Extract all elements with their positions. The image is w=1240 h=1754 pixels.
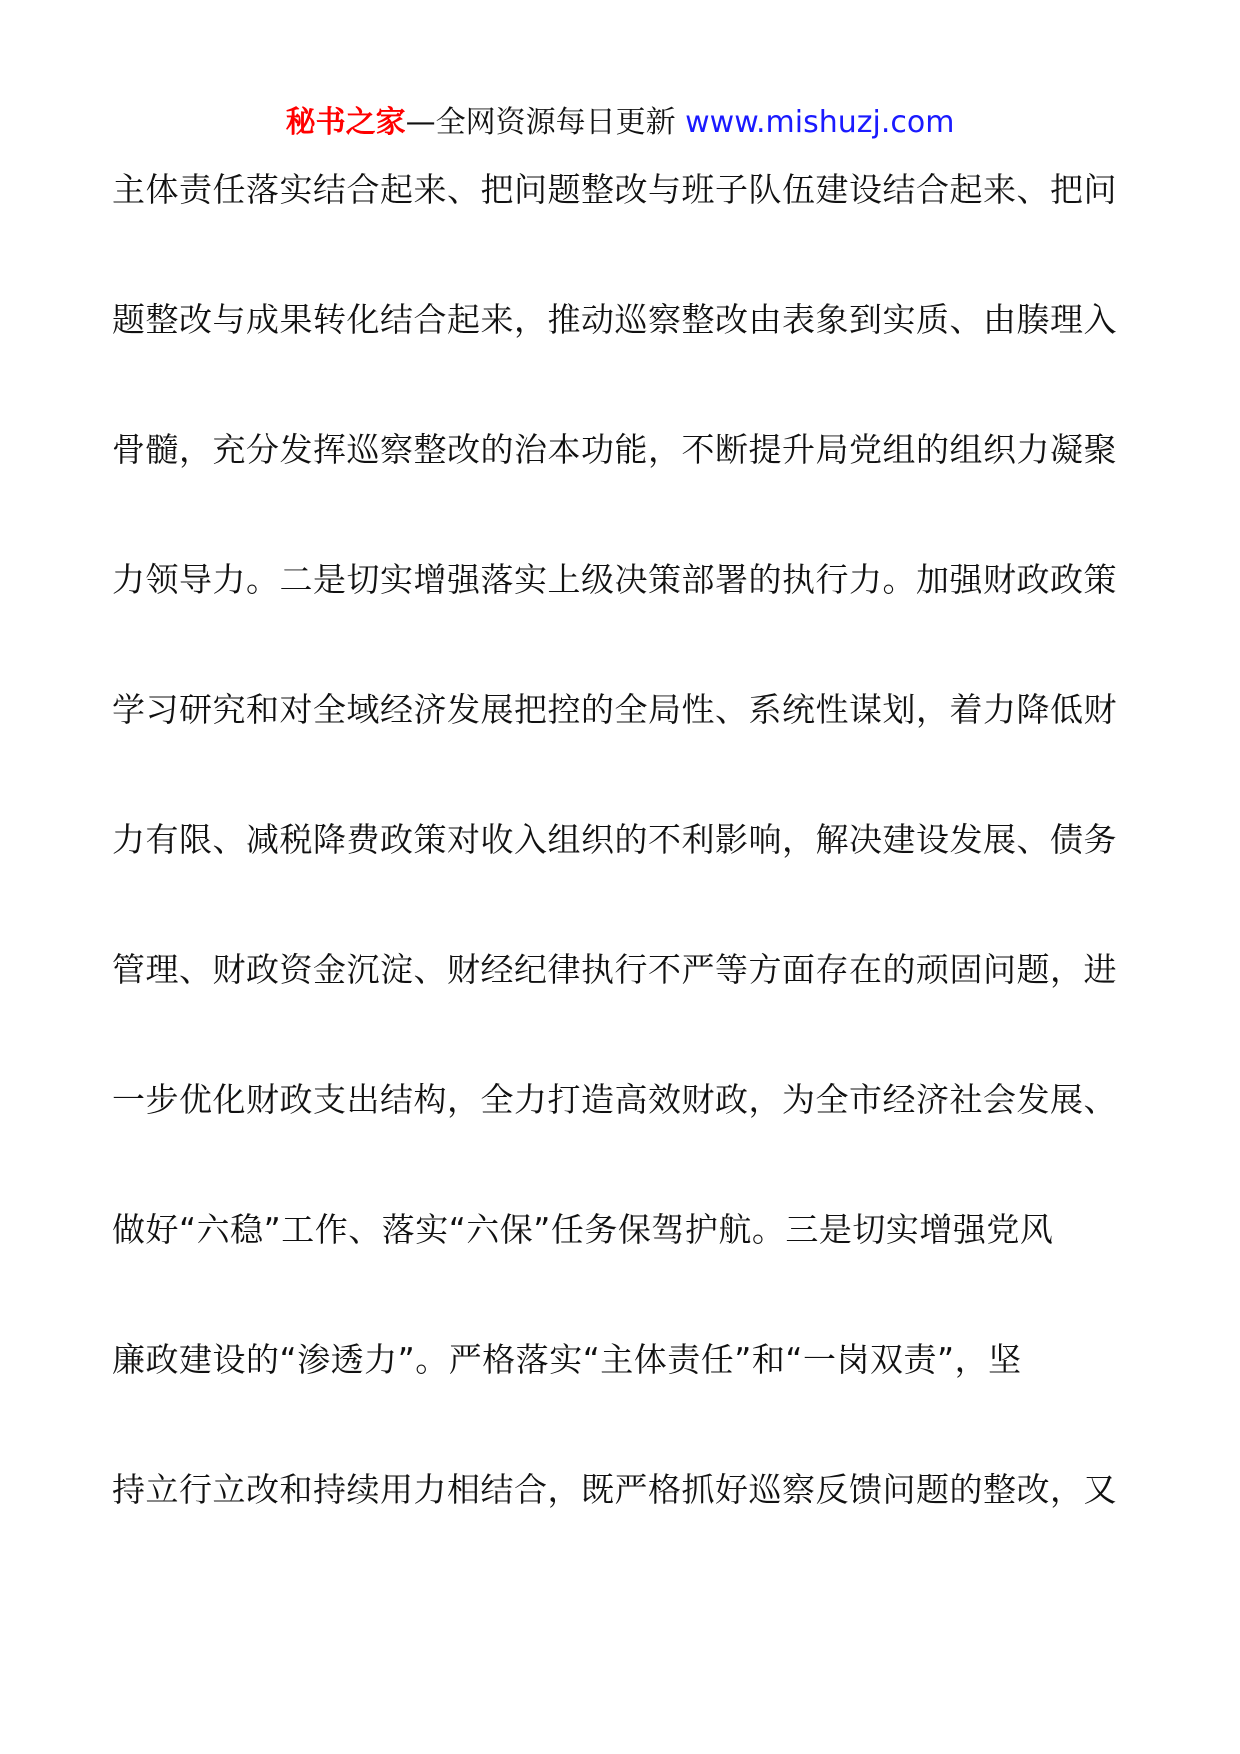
body-line: 管理、财政资金沉淀、财经纪律执行不严等方面存在的顽固问题，进 xyxy=(112,950,1117,989)
body-line: 学习研究和对全域经济发展把控的全局性、系统性谋划，着力降低财 xyxy=(112,690,1117,729)
body-line: 主体责任落实结合起来、把问题整改与班子队伍建设结合起来、把问 xyxy=(112,170,1117,209)
body-line: 力领导力。二是切实增强落实上级决策部署的执行力。加强财政政策 xyxy=(112,560,1117,599)
site-url[interactable]: www.mishuzj.com xyxy=(685,105,955,140)
body-line: 力有限、减税降费政策对收入组织的不利影响，解决建设发展、债务 xyxy=(112,820,1117,859)
body-line: 骨髓，充分发挥巡察整改的治本功能，不断提升局党组的组织力凝聚 xyxy=(112,430,1117,469)
page-header xyxy=(0,103,1240,143)
body-line: 持立行立改和持续用力相结合，既严格抓好巡察反馈问题的整改，又 xyxy=(112,1470,1117,1509)
body-line: 题整改与成果转化结合起来，推动巡察整改由表象到实质、由腠理入 xyxy=(112,300,1117,339)
body-line: 做好“六稳”工作、落实“六保”任务保驾护航。三是切实增强党风 xyxy=(112,1210,1054,1249)
document-body xyxy=(112,160,1130,1590)
header-tagline: —全网资源每日更新 xyxy=(405,105,676,140)
body-line: 廉政建设的“渗透力”。严格落实“主体责任”和“一岗双责”，坚 xyxy=(112,1340,1022,1379)
brand-name: 秘书之家 xyxy=(285,105,406,140)
body-line: 一步优化财政支出结构，全力打造高效财政，为全市经济社会发展、 xyxy=(112,1080,1117,1119)
